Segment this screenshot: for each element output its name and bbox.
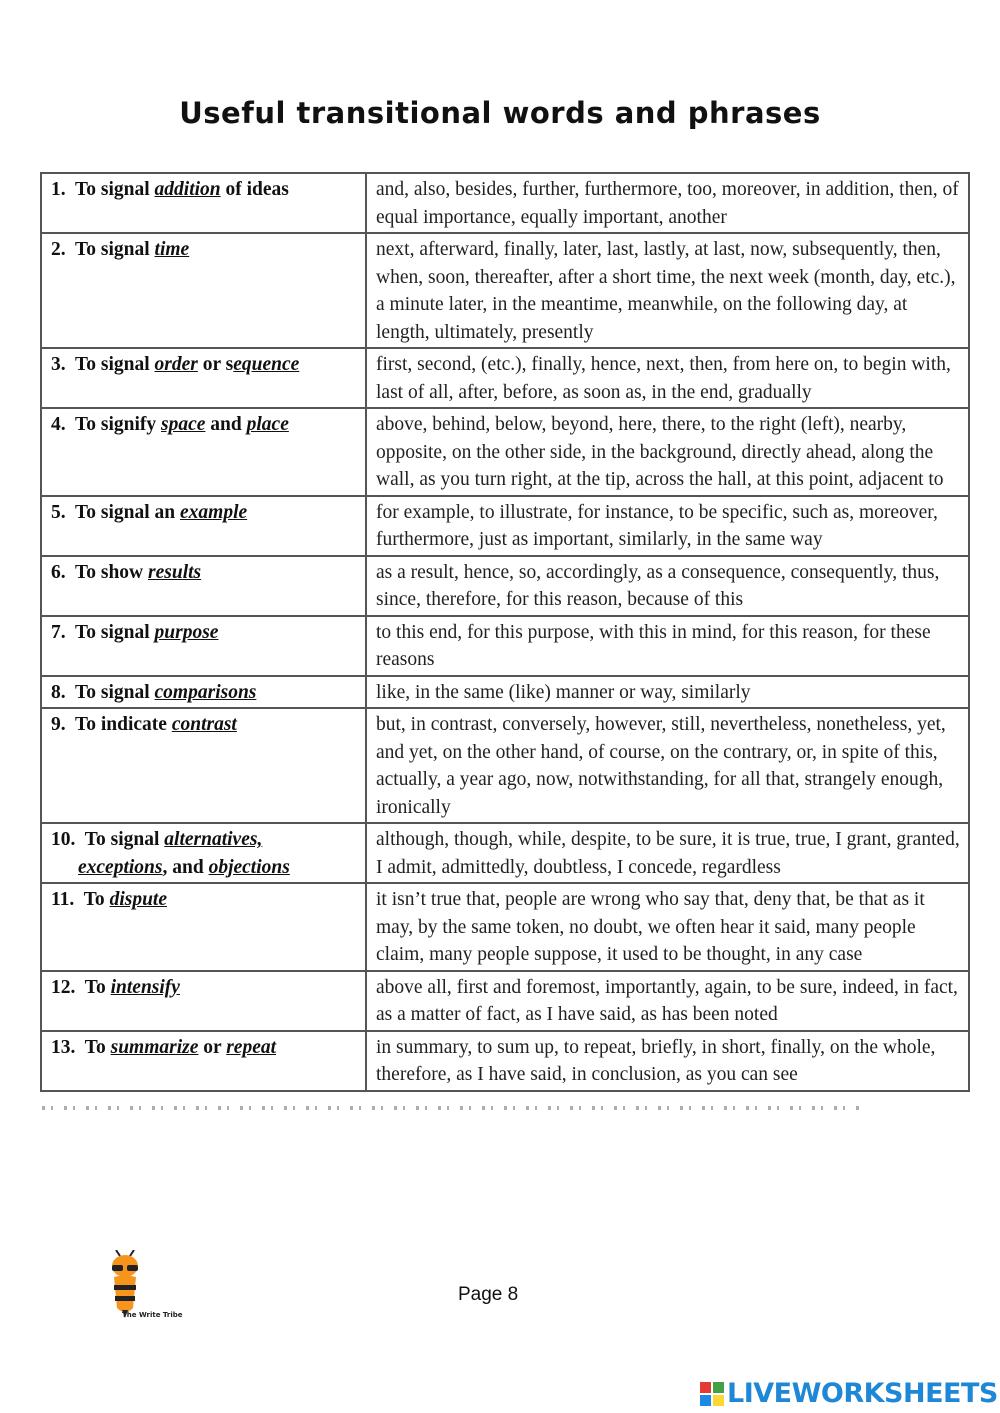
phrases-cell: next, afterward, finally, later, last, lastly, at last, now, subsequently, then, when, soon, thereafter, after a short time, the next week (month, day, etc.), a minute later, in the meantime, meanwhile, on the following day, at length, ultimately, presently — [366, 233, 969, 348]
category-keyword: equence — [233, 354, 300, 375]
liveworksheets-brand[interactable] — [700, 1378, 998, 1409]
category-keyword: exceptions — [78, 856, 163, 878]
category-cell — [41, 676, 366, 709]
category-cell — [41, 883, 366, 971]
phrases-cell: although, though, while, despite, to be sure, it is true, true, I grant, granted, I admit, admittedly, doubtless, I concede, regardless — [366, 823, 969, 883]
phrases-cell: for example, to illustrate, for instance, to be specific, such as, moreover, furthermore, just as important, similarly, in the same way — [366, 496, 969, 556]
phrases-cell: like, in the same (like) manner or way, similarly — [366, 676, 969, 709]
row-number: 1. — [51, 179, 66, 200]
table-row — [41, 883, 969, 971]
category-connector: or s — [197, 354, 234, 375]
category-cell — [41, 348, 366, 408]
phrases-cell: but, in contrast, conversely, however, still, nevertheless, nonetheless, yet, and yet, on the other hand, of course, on the contrary, or, in spite of this, actually, a year ago, now, notwithstanding, for all that, strangely enough, ironically — [366, 708, 969, 823]
table-row — [41, 823, 969, 883]
table-row — [41, 556, 969, 616]
page-number: Page 8 — [458, 1284, 519, 1305]
table-row — [41, 408, 969, 496]
row-number: 6. — [51, 561, 66, 583]
category-prefix: To — [83, 889, 110, 910]
category-keyword: space — [161, 414, 206, 435]
category-continuation — [51, 854, 290, 882]
category-prefix: To signal an — [75, 501, 180, 523]
table-row — [41, 971, 969, 1031]
category-cell — [41, 823, 366, 883]
row-number: 2. — [51, 239, 66, 260]
row-number: 11. — [51, 889, 75, 910]
category-cell — [41, 173, 366, 233]
category-prefix: To indicate — [75, 714, 172, 735]
category-prefix: To show — [75, 561, 149, 583]
phrases-cell: as a result, hence, so, accordingly, as a consequence, consequently, thus, since, therefore, for this reason, because of this — [366, 556, 969, 616]
category-keyword: results — [148, 561, 202, 583]
table-row — [41, 496, 969, 556]
category-keyword: example — [180, 501, 248, 523]
category-keyword: contrast — [171, 714, 237, 735]
category-cell — [41, 408, 366, 496]
category-keyword: addition — [154, 179, 221, 200]
category-prefix: To signal — [84, 829, 165, 850]
category-connector: of ideas — [220, 179, 289, 200]
phrases-cell: first, second, (etc.), finally, hence, next, then, from here on, to begin with, last of all, after, before, as soon as, in the end, gradually — [366, 348, 969, 408]
category-cell — [41, 496, 366, 556]
phrases-cell: above all, first and foremost, importantly, again, to be sure, indeed, in fact, as a matter of fact, as I have said, as has been noted — [366, 971, 969, 1031]
row-number: 13. — [51, 1036, 76, 1058]
phrases-cell: in summary, to sum up, to repeat, briefly, in short, finally, on the whole, therefore, as I have said, in conclusion, as you can see — [366, 1031, 969, 1091]
category-cell — [41, 1031, 366, 1091]
phrases-cell: to this end, for this purpose, with this in mind, for this reason, for these reasons — [366, 616, 969, 676]
category-cell — [41, 233, 366, 348]
table-row — [41, 1031, 969, 1091]
logo-text: The Write Tribe — [122, 1311, 183, 1319]
category-connector: , and — [162, 856, 209, 878]
category-keyword: time — [154, 239, 190, 260]
category-prefix: To signal — [75, 621, 155, 643]
row-number: 4. — [51, 414, 66, 435]
category-prefix: To signal — [75, 354, 155, 375]
transitions-table — [40, 172, 970, 1092]
table-row — [41, 233, 969, 348]
category-prefix: To signal — [75, 239, 155, 260]
category-prefix: To — [84, 976, 111, 998]
phrases-cell: above, behind, below, beyond, here, there, to the right (left), nearby, opposite, on the other side, in the background, directly ahead, along the wall, as you turn right, at the tip, across the hall, at this point, adjacent to — [366, 408, 969, 496]
liveworksheets-logo-icon — [700, 1382, 724, 1406]
table-row — [41, 616, 969, 676]
category-keyword: summarize — [110, 1036, 199, 1058]
category-cell — [41, 971, 366, 1031]
category-keyword: dispute — [109, 889, 167, 910]
row-number: 7. — [51, 621, 66, 643]
row-number: 10. — [51, 829, 76, 850]
category-keyword: place — [246, 414, 289, 435]
row-number: 9. — [51, 714, 66, 735]
category-prefix: To signal — [75, 179, 155, 200]
category-prefix: To — [84, 1036, 111, 1058]
cut-off-text-line — [42, 1106, 862, 1110]
brand-name: LIVEWORKSHEETS — [727, 1378, 998, 1409]
page-title: Useful transitional words and phrases — [179, 96, 821, 130]
category-cell — [41, 556, 366, 616]
category-keyword: alternatives, — [164, 829, 263, 850]
table-row — [41, 173, 969, 233]
table-row — [41, 708, 969, 823]
category-prefix: To signify — [75, 414, 162, 435]
row-number: 12. — [51, 976, 76, 998]
row-number: 8. — [51, 681, 66, 703]
phrases-cell: it isn’t true that, people are wrong who say that, deny that, be that as it may, by the same token, no doubt, we often hear it said, many people claim, many people suppose, it used to be thought, in any case — [366, 883, 969, 971]
category-connector: or — [198, 1036, 227, 1058]
row-number: 3. — [51, 354, 66, 375]
table-row — [41, 348, 969, 408]
category-keyword: purpose — [154, 621, 219, 643]
category-cell — [41, 616, 366, 676]
category-keyword: intensify — [110, 976, 180, 998]
row-number: 5. — [51, 501, 66, 523]
category-connector: and — [205, 414, 247, 435]
category-keyword: objections — [208, 856, 290, 878]
category-cell — [41, 708, 366, 823]
category-keyword: comparisons — [154, 681, 257, 703]
phrases-cell: and, also, besides, further, furthermore, too, moreover, in addition, then, of equal importance, equally important, another — [366, 173, 969, 233]
category-prefix: To signal — [75, 681, 155, 703]
category-keyword: repeat — [226, 1036, 277, 1058]
table-row — [41, 676, 969, 709]
category-keyword: order — [154, 354, 198, 375]
